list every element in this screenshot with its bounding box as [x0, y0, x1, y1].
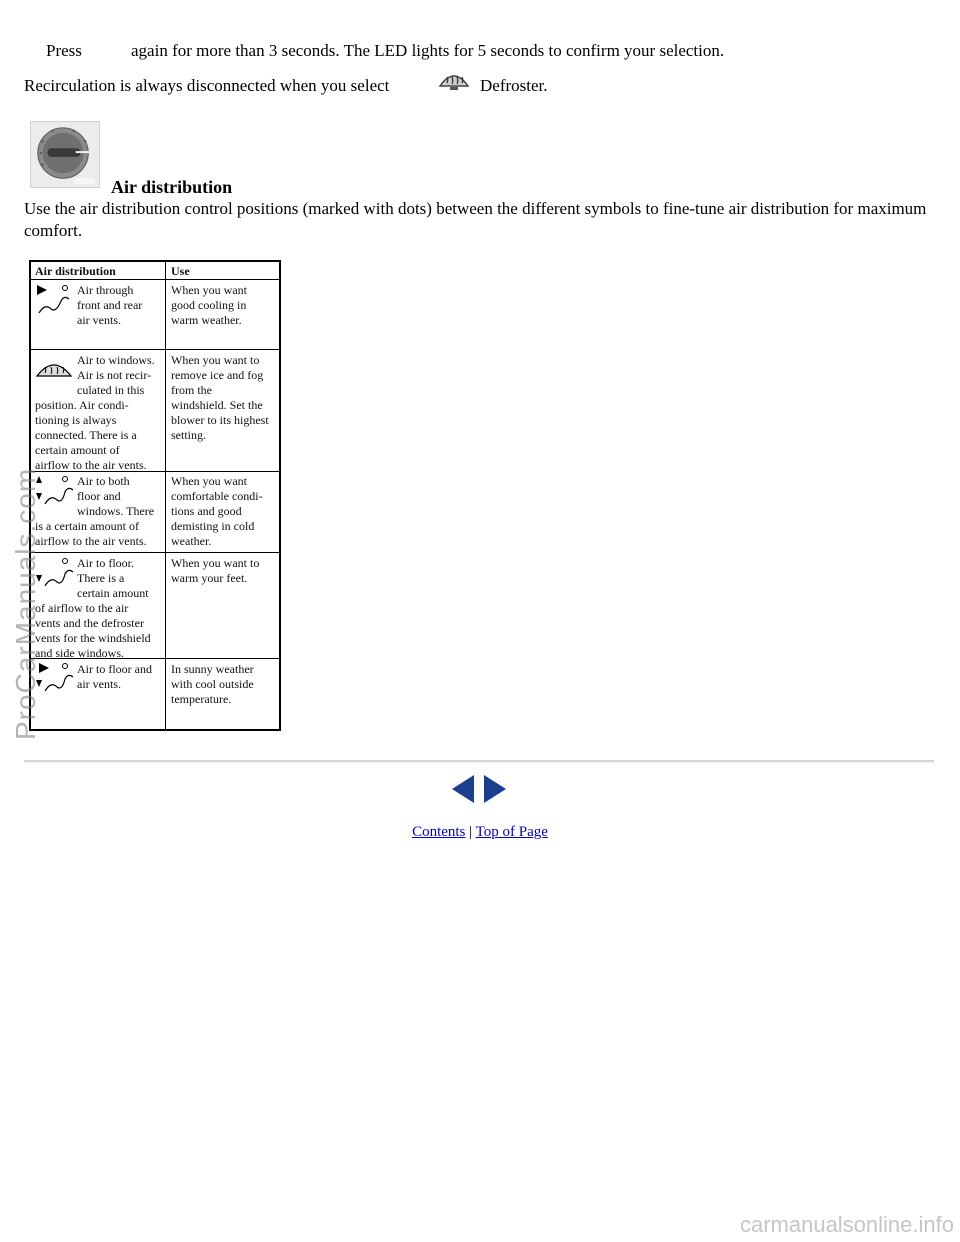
- defroster-symbol-icon: [35, 354, 73, 380]
- row-divider: [31, 552, 279, 553]
- dist-text-continued: position. Air condi- tioning is always connected. There is a certain amount of airflow to the air vents.: [35, 398, 147, 472]
- page-navigation: [450, 774, 510, 804]
- use-text: When you want comfortable condi- tions and good demisting in cold weather.: [171, 474, 263, 548]
- footer-watermark: carmanualsonline.info: [739, 1212, 954, 1237]
- air-vents-symbol-icon: [35, 283, 75, 319]
- contents-link[interactable]: Contents: [412, 824, 466, 840]
- dist-text: Air to floor and air vents.: [77, 662, 152, 691]
- use-text: When you want good cooling in warm weather.: [171, 283, 247, 327]
- press-label: Press: [46, 41, 82, 60]
- row-divider: [31, 279, 279, 280]
- defroster-icon: [436, 64, 472, 94]
- horizontal-rule: [24, 760, 934, 763]
- use-text: When you want to remove ice and fog from the windshield. Set the blower to its highest setting.: [171, 353, 269, 442]
- use-text: In sunny weather with cool outside temperature.: [171, 662, 254, 706]
- footer-links: [0, 823, 960, 841]
- use-text: When you want to warm your feet.: [171, 556, 260, 585]
- row-divider: [31, 349, 279, 350]
- section-heading: Air distribution: [111, 177, 233, 197]
- dist-text: Air through front and rear air vents.: [77, 283, 143, 327]
- recirculation-note: Recirculation is always disconnected when you select: [24, 76, 390, 95]
- press-instruction: again for more than 3 seconds. The LED lights for 5 seconds to confirm your selection.: [131, 41, 725, 60]
- col-header-air-distribution: Air distribution: [35, 264, 116, 278]
- dist-text-continued: of airflow to the air vents and the defroster vents for the windshield and side windows.: [35, 601, 151, 660]
- dist-text: Air to floor. There is a certain amount: [77, 556, 149, 600]
- col-header-use: Use: [171, 264, 190, 278]
- previous-page-arrow-icon[interactable]: [452, 775, 474, 803]
- dist-text: Air to both floor and windows. There: [77, 474, 155, 518]
- section-paragraph: Use the air distribution control positions (marked with dots) between the different symbols to fine-tune air distribution for maximum comfort.: [24, 199, 927, 240]
- next-page-arrow-icon[interactable]: [484, 775, 506, 803]
- defroster-label: Defroster.: [480, 76, 548, 95]
- dist-text: Air to windows. Air is not recir- culated in this: [77, 353, 155, 397]
- link-separator: |: [469, 824, 473, 840]
- top-of-page-link[interactable]: Top of Page: [475, 824, 548, 840]
- dist-text-continued: is a certain amount of airflow to the air vents.: [35, 519, 147, 548]
- air-distribution-knob-image: [30, 121, 100, 188]
- air-distribution-table: [29, 260, 281, 731]
- vertical-watermark: ProCarManuals.com: [10, 467, 41, 740]
